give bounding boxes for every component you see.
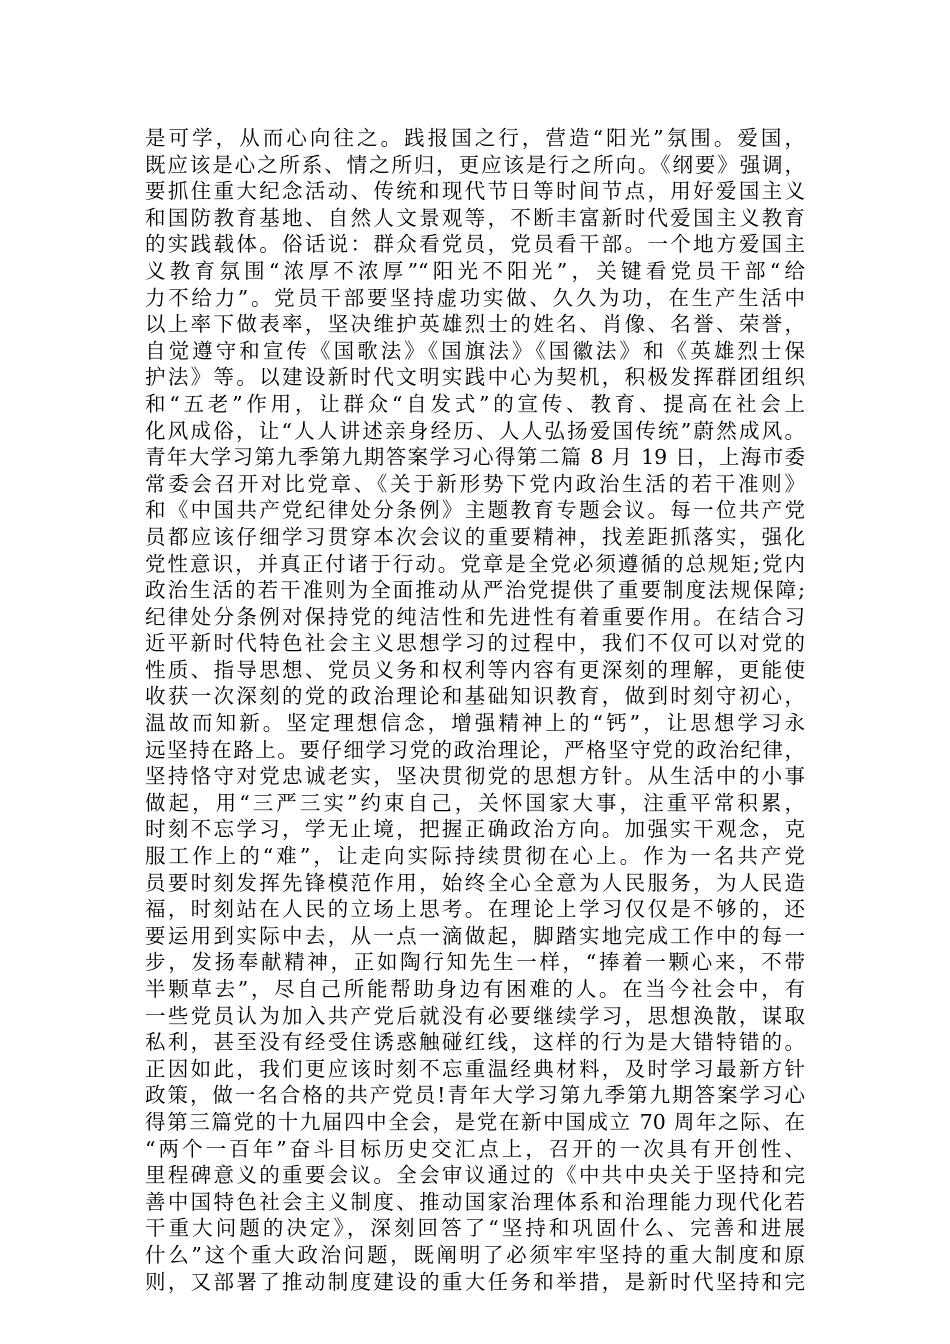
text-line: 福，时刻站在人民的立场上思考。在理论上学习仅仅是不够的，还 (145, 897, 805, 922)
text-line: 政策，做一名合格的共产党员!青年大学习第九季第九期答案学习心 (145, 1083, 805, 1108)
text-line: 常委会召开对比党章、《关于新形势下党内政治生活的若干准则》 (145, 471, 805, 496)
text-line: 化风成俗，让“人人讲述亲身经历、人人弘扬爱国传统”蔚然成风。 (145, 418, 805, 443)
text-line: 力不给力”。党员干部要坚持虚功实做、久久为功，在生产生活中 (145, 285, 805, 310)
text-line: 和“五老”作用，让群众“自发式”的宣传、教育、提高在社会上 (145, 391, 805, 416)
text-line: 党性意识，并真正付诸于行动。党章是全党必须遵循的总规矩;党内 (145, 551, 805, 576)
text-line: 则，又部署了推动制度建设的重大任务和举措，是新时代坚持和完 (145, 1269, 805, 1294)
text-line: 既应该是心之所系、情之所归，更应该是行之所向。《纲要》强调， (145, 152, 805, 177)
text-line: 近平新时代特色社会主义思想学习的过程中，我们不仅可以对党的 (145, 631, 805, 656)
text-line: 自觉遵守和宣传《国歌法》《国旗法》《国徽法》和《英雄烈士保 (145, 338, 805, 363)
text-line: 温故而知新。坚定理想信念，增强精神上的“钙”，让思想学习永 (145, 711, 805, 736)
text-line: 要运用到实际中去，从一点一滴做起，脚踏实地完成工作中的每一 (145, 923, 805, 948)
text-line: 和《中国共产党纪律处分条例》主题教育专题会议。每一位共产党 (145, 498, 805, 523)
text-line: 政治生活的若干准则为全面推动从严治党提供了重要制度法规保障; (145, 578, 805, 603)
text-line: 服工作上的“难”，让走向实际持续贯彻在心上。作为一名共产党 (145, 844, 805, 869)
text-line: 一些党员认为加入共产党后就没有必要继续学习，思想涣散，谋取 (145, 1003, 805, 1028)
text-line: “两个一百年”奋斗目标历史交汇点上，召开的一次具有开创性、 (145, 1136, 805, 1161)
text-line: 收获一次深刻的党的政治理论和基础知识教育，做到时刻守初心， (145, 684, 805, 709)
text-line: 以上率下做表率，坚决维护英雄烈士的姓名、肖像、名誉、荣誉， (145, 312, 805, 337)
text-line: 做起，用“三严三实”约束自己，关怀国家大事，注重平常积累， (145, 790, 805, 815)
text-line: 和国防教育基地、自然人文景观等，不断丰富新时代爱国主义教育 (145, 205, 805, 230)
text-line: 时刻不忘学习，学无止境，把握正确政治方向。加强实干观念，克 (145, 817, 805, 842)
text-line: 正因如此，我们更应该时刻不忘重温经典材料，及时学习最新方针 (145, 1056, 805, 1081)
text-line: 远坚持在路上。要仔细学习党的政治理论，严格坚守党的政治纪律， (145, 737, 805, 762)
text-line: 半颗草去”，尽自己所能帮助身边有困难的人。在当今社会中，有 (145, 977, 805, 1001)
text-line: 要抓住重大纪念活动、传统和现代节日等时间节点，用好爱国主义 (145, 179, 805, 204)
text-line: 得第三篇党的十九届四中全会，是党在新中国成立 70 周年之际、在 (145, 1109, 805, 1134)
text-line: 纪律处分条例对保持党的纯洁性和先进性有着重要作用。在结合习 (145, 604, 805, 629)
text-line: 干重大问题的决定》，深刻回答了“坚持和巩固什么、完善和进展 (145, 1216, 805, 1241)
text-line: 里程碑意义的重要会议。全会审议通过的《中共中央关于坚持和完 (145, 1163, 805, 1188)
text-line: 的实践载体。俗话说：群众看党员，党员看干部。一个地方爱国主 (145, 232, 805, 257)
text-line: 是可学，从而心向往之。践报国之行，营造“阳光”氛围。爱国， (145, 126, 805, 150)
body-text (145, 125, 805, 1295)
text-line: 坚持恪守对党忠诚老实，坚决贯彻党的思想方针。从生活中的小事 (145, 764, 805, 789)
text-line: 什么”这个重大政治问题，既阐明了必须牢牢坚持的重大制度和原 (145, 1242, 805, 1267)
text-line: 步，发扬奉献精神，正如陶行知先生一样，“捧着一颗心来，不带 (145, 950, 805, 975)
text-line: 员都应该仔细学习贯穿本次会议的重要精神，找差距抓落实，强化 (145, 524, 805, 549)
text-line: 青年大学习第九季第九期答案学习心得第二篇 8 月 19 日，上海市委 (145, 445, 805, 470)
text-line: 义教育氛围“浓厚不浓厚”“阳光不阳光”，关键看党员干部“给 (145, 258, 805, 283)
text-line: 员要时刻发挥先锋模范作用，始终全心全意为人民服务，为人民造 (145, 870, 805, 895)
text-line: 性质、指导思想、党员义务和权利等内容有更深刻的理解，更能使 (145, 657, 805, 682)
text-line: 私利，甚至没有经受住诱惑触碰红线，这样的行为是大错特错的。 (145, 1030, 805, 1055)
text-line: 护法》等。以建设新时代文明实践中心为契机，积极发挥群团组织 (145, 365, 805, 390)
text-line: 善中国特色社会主义制度、推动国家治理体系和治理能力现代化若 (145, 1189, 805, 1214)
